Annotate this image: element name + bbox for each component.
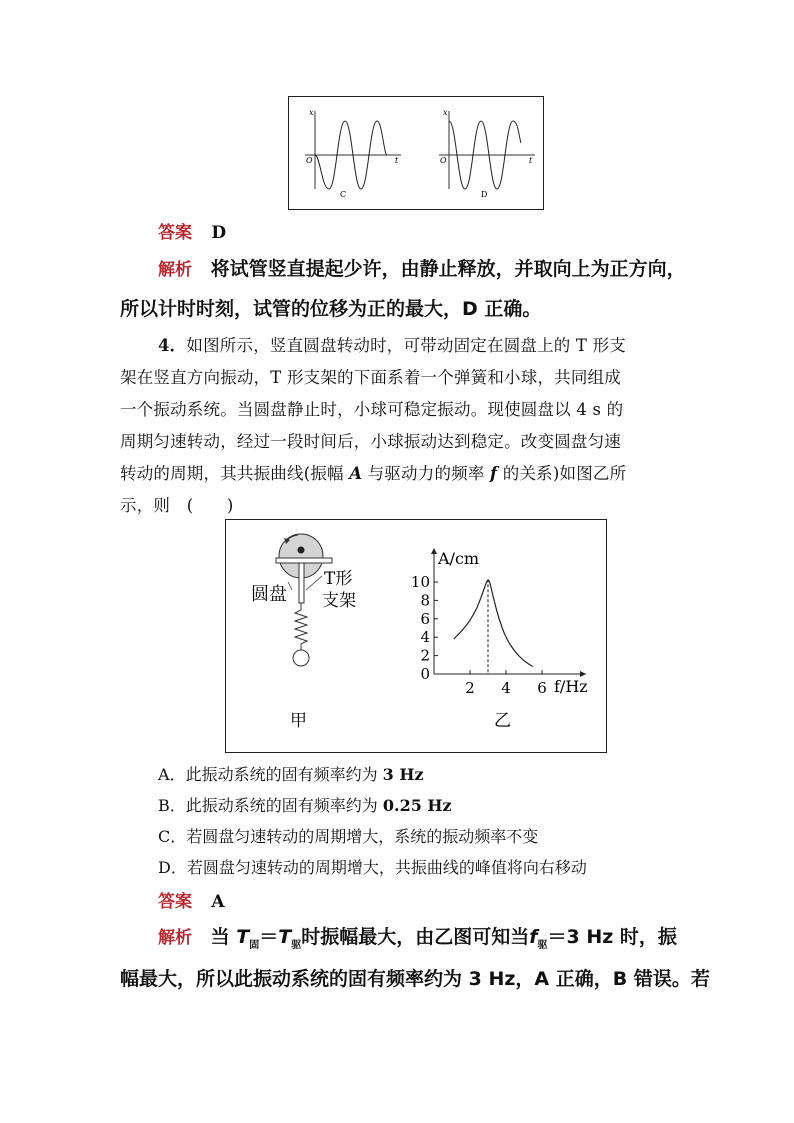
graph-d-t-label: t — [529, 156, 533, 165]
explanation-2-f: f — [529, 926, 538, 948]
disk-label: 圆盘 — [251, 584, 287, 605]
option-a-text: 此振动系统的固有频率约为 — [185, 765, 383, 784]
option-d-text: 若圆盘匀速转动的周期增大，共振曲线的峰值将向右移动 — [186, 858, 587, 877]
answer-1-label: 答案 — [158, 223, 192, 243]
question-4-line-2: 架在竖直方向振动，T 形支架的下面系着一个弹簧和小球，共同组成 — [120, 368, 621, 387]
question-4-text-5a: 转动的周期，其共振曲线(振幅 — [120, 464, 350, 483]
graph-c-t-label: t — [395, 156, 399, 165]
option-a-letter: A． — [158, 765, 186, 784]
answer-2-value: A — [211, 892, 225, 912]
option-d-letter: D． — [158, 858, 187, 877]
graph-d-caption: D — [481, 190, 488, 199]
graph-d-origin: O — [440, 156, 447, 165]
chart-y-arrow — [431, 548, 437, 554]
question-4-text-5b: 与驱动力的频率 — [362, 464, 490, 483]
explanation-2-T2: T — [278, 926, 292, 948]
explanation-2-sub-2: 驱 — [291, 939, 302, 951]
graph-c-origin: O — [306, 156, 313, 165]
main-figure-svg — [226, 520, 606, 752]
question-4-line-5 — [120, 460, 626, 484]
spring — [295, 603, 307, 650]
t-frame-pointer — [306, 576, 322, 590]
option-a[interactable] — [158, 762, 587, 793]
answer-1-value: D — [211, 223, 227, 243]
resonance-chart — [411, 548, 588, 731]
top-figure-svg — [289, 97, 543, 209]
ball — [293, 650, 309, 666]
question-4-line-3: 一个振动系统。当圆盘静止时，小球可稳定振动。现使圆盘以 4 s 的 — [120, 400, 624, 419]
option-b-bold: 0.25 Hz — [382, 796, 452, 815]
chart-x-tick-label-1: 4 — [501, 679, 511, 697]
answer-2-label: 答案 — [158, 892, 192, 912]
question-4-symbol-A: A — [349, 464, 363, 483]
chart-resonance-curve — [454, 580, 533, 667]
chart-x-axis-label: f/Hz — [554, 677, 588, 696]
option-c-text: 若圆盘匀速转动的周期增大，系统的振动频率不变 — [186, 827, 539, 846]
question-4-text-1: 如图所示，竖直圆盘转动时，可带动固定在圆盘上的 T 形支 — [186, 336, 626, 355]
graph-d-x-label: x — [443, 108, 448, 117]
top-figure — [288, 96, 544, 210]
explanation-1-text-1: 将试管竖直提起少许，由静止释放，并取向上为正方向， — [210, 258, 686, 280]
explanation-2-line-2: 幅最大，所以此振动系统的固有频率约为 3 Hz，A 正确，B 错误。若 — [120, 968, 710, 990]
graph-c-caption: C — [340, 190, 347, 199]
option-b-letter: B． — [158, 796, 186, 815]
chart-x-tick-label-2: 6 — [537, 679, 547, 697]
question-4-symbol-f: f — [490, 464, 498, 483]
explanation-2-sub-3: 驱 — [537, 939, 548, 951]
explanation-2-text-c: ＝3 Hz 时，振 — [547, 926, 677, 948]
explanation-2-label: 解析 — [158, 928, 192, 948]
chart-y-tick-label-3: 6 — [420, 609, 430, 628]
graph-c — [305, 108, 401, 199]
explanation-1-line-2: 所以计时时刻，试管的位移为正的最大，D 正确。 — [120, 298, 542, 320]
disk-pin — [298, 547, 305, 554]
chart-y-tick-label-2: 4 — [420, 628, 430, 647]
option-c[interactable] — [158, 824, 587, 855]
frame-label-1: T形 — [324, 569, 353, 589]
explanation-1-line-1 — [158, 254, 686, 281]
caption-yi: 乙 — [494, 711, 511, 731]
explanation-2-sub-1: 固 — [249, 939, 260, 951]
option-b[interactable] — [158, 793, 587, 824]
explanation-2-line-1 — [158, 922, 677, 951]
option-c-letter: C． — [158, 827, 187, 846]
explanation-2-eq: ＝ — [259, 926, 279, 948]
chart-y-tick-label-0: 0 — [420, 665, 430, 683]
answer-2 — [158, 887, 225, 912]
disk-pointer — [288, 582, 292, 590]
explanation-2-T1: T — [236, 926, 250, 948]
question-4-line-4: 周期匀速转动，经过一段时间后，小球振动达到稳定。改变圆盘匀速 — [120, 432, 621, 451]
graph-d — [439, 108, 535, 199]
caption-jia: 甲 — [290, 711, 307, 731]
graph-c-x-label: x — [309, 108, 314, 117]
option-b-text: 此振动系统的固有频率约为 — [185, 796, 383, 815]
chart-y-tick-label-1: 2 — [420, 646, 430, 665]
chart-y-tick-label-4: 8 — [420, 591, 430, 610]
question-4-line-1 — [158, 332, 626, 356]
option-d[interactable] — [158, 855, 587, 886]
question-4-text-5c: 的关系)如图乙所 — [497, 464, 627, 483]
explanation-2-text-a: 当 — [210, 926, 237, 948]
main-figure — [225, 519, 607, 753]
options-list — [158, 762, 587, 886]
answer-1 — [158, 218, 226, 243]
chart-x-tick-label-0: 2 — [465, 679, 475, 697]
chart-y-tick-label-5: 10 — [410, 573, 430, 591]
chart-y-axis-label: A/cm — [438, 549, 480, 568]
apparatus-diagram — [251, 534, 356, 731]
frame-label-2: 支架 — [322, 591, 356, 611]
explanation-1-label: 解析 — [158, 260, 192, 280]
t-frame-bar — [276, 558, 332, 563]
question-4-line-6: 示，则 ( ) — [120, 496, 234, 515]
option-a-bold: 3 Hz — [382, 765, 424, 784]
explanation-2-text-b: 时振幅最大，由乙图可知当 — [301, 926, 530, 948]
t-frame-stem — [299, 563, 304, 603]
question-4-number: 4． — [158, 336, 187, 355]
